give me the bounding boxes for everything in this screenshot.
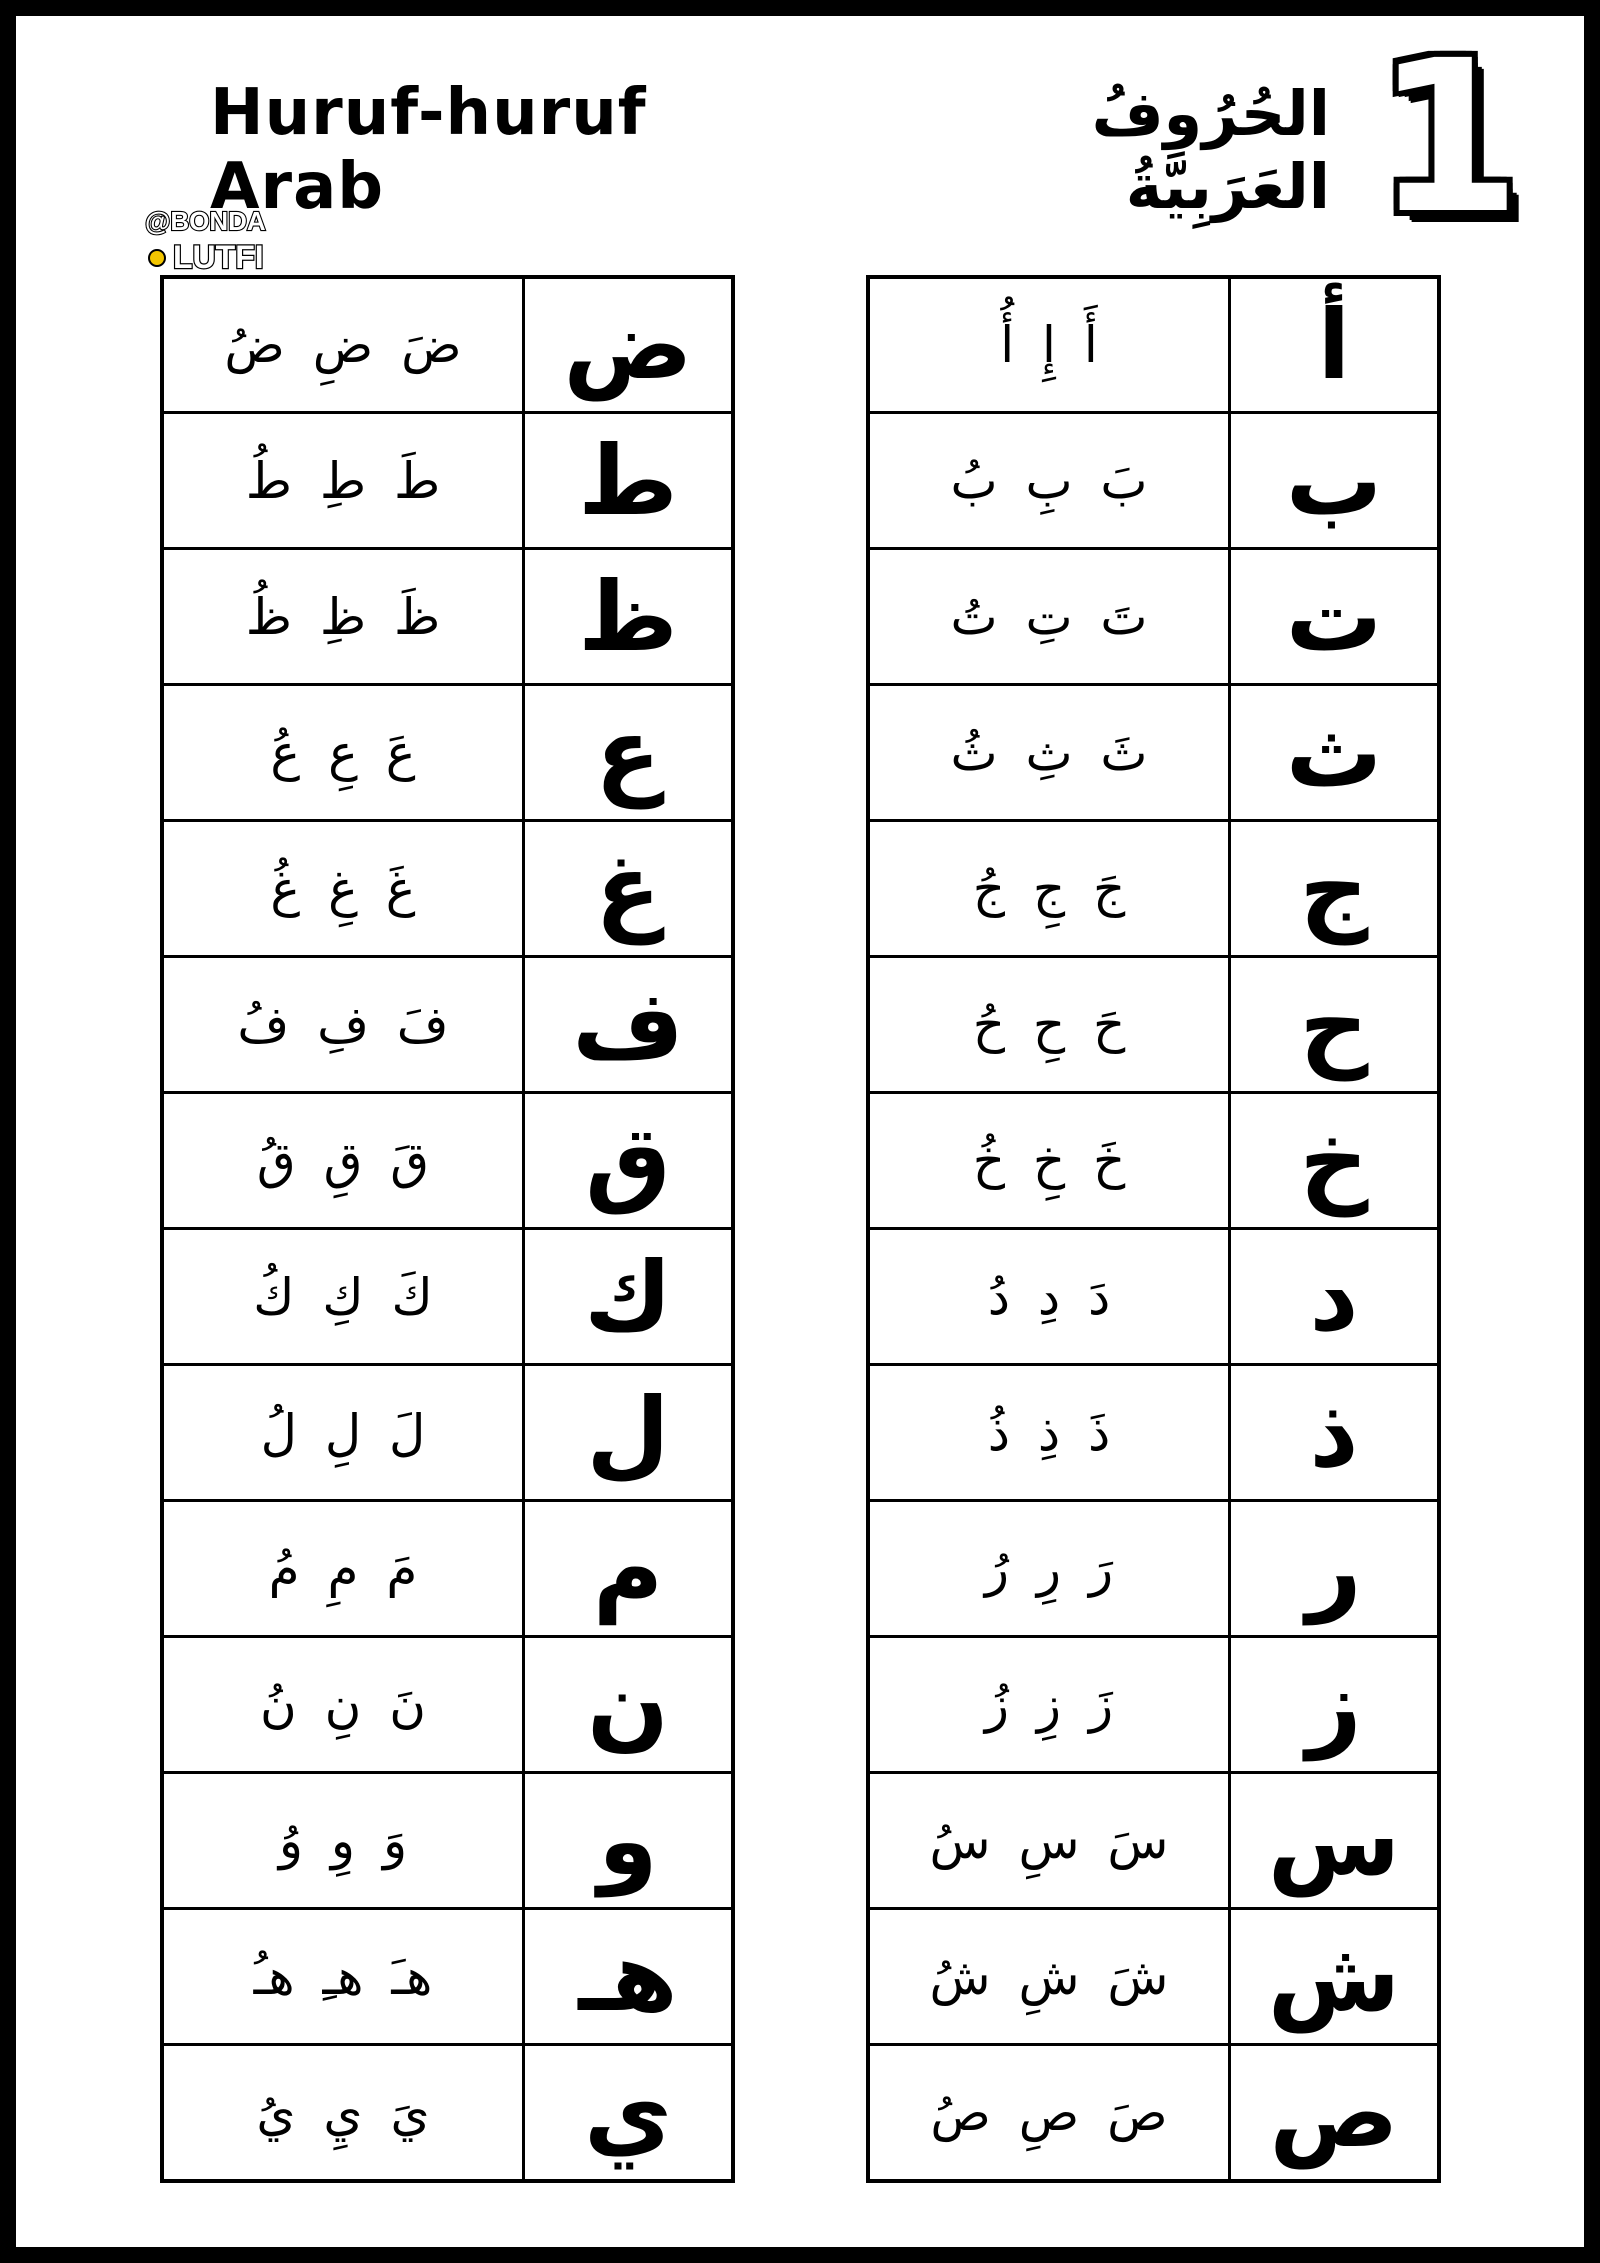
letter-harakat-forms: أَ إِ أُ bbox=[868, 277, 1230, 413]
letter-harakat-forms: ضَ ضِ ضُ bbox=[162, 277, 524, 413]
smiley-icon bbox=[149, 250, 165, 266]
letter-glyph: أ bbox=[1230, 277, 1440, 413]
letter-glyph: ب bbox=[1230, 413, 1440, 549]
letter-row bbox=[868, 1909, 1439, 2045]
letter-harakat-forms: نَ نِ نُ bbox=[162, 1637, 524, 1773]
letter-glyph: ك bbox=[524, 1229, 734, 1365]
letters-table-right bbox=[866, 275, 1441, 2183]
letter-harakat-forms: شَ شِ شُ bbox=[868, 1909, 1230, 2045]
brand-logo bbox=[143, 200, 283, 274]
letter-glyph: ز bbox=[1230, 1637, 1440, 1773]
page-number: 1 bbox=[1375, 15, 1522, 260]
letter-row bbox=[162, 1093, 733, 1229]
letter-glyph: ج bbox=[1230, 821, 1440, 957]
letter-glyph: ق bbox=[524, 1093, 734, 1229]
logo-line1: @BONDA bbox=[145, 206, 266, 236]
letter-glyph: ح bbox=[1230, 957, 1440, 1093]
letters-table-left bbox=[160, 275, 735, 2183]
letter-harakat-forms: ثَ ثِ ثُ bbox=[868, 685, 1230, 821]
letter-glyph: ر bbox=[1230, 1501, 1440, 1637]
letter-row bbox=[868, 1229, 1439, 1365]
letter-glyph: ي bbox=[524, 2045, 734, 2182]
letter-harakat-forms: ذَ ذِ ذُ bbox=[868, 1365, 1230, 1501]
letter-harakat-forms: خَ خِ خُ bbox=[868, 1093, 1230, 1229]
letter-glyph: ش bbox=[1230, 1909, 1440, 2045]
letter-glyph: ص bbox=[1230, 2045, 1440, 2182]
logo-line2: LUTFI bbox=[173, 239, 264, 274]
letter-harakat-forms: عَ عِ عُ bbox=[162, 685, 524, 821]
letter-harakat-forms: مَ مِ مُ bbox=[162, 1501, 524, 1637]
letter-row bbox=[162, 821, 733, 957]
letter-glyph: هـ bbox=[524, 1909, 734, 2045]
letter-row bbox=[162, 413, 733, 549]
letter-glyph: م bbox=[524, 1501, 734, 1637]
letter-harakat-forms: بَ بِ بُ bbox=[868, 413, 1230, 549]
letter-row bbox=[162, 1773, 733, 1909]
letter-glyph: س bbox=[1230, 1773, 1440, 1909]
letter-glyph: ل bbox=[524, 1365, 734, 1501]
letter-harakat-forms: لَ لِ لُ bbox=[162, 1365, 524, 1501]
letter-glyph: ث bbox=[1230, 685, 1440, 821]
letter-glyph: خ bbox=[1230, 1093, 1440, 1229]
letter-row bbox=[868, 1093, 1439, 1229]
letter-harakat-forms: تَ تِ تُ bbox=[868, 549, 1230, 685]
letter-row bbox=[868, 821, 1439, 957]
letter-row bbox=[162, 277, 733, 413]
letter-row bbox=[162, 1909, 733, 2045]
letter-harakat-forms: ظَ ظِ ظُ bbox=[162, 549, 524, 685]
title-latin: Huruf-huruf Arab bbox=[210, 76, 647, 224]
letter-glyph: غ bbox=[524, 821, 734, 957]
letter-harakat-forms: قَ قِ قُ bbox=[162, 1093, 524, 1229]
letter-harakat-forms: كَ كِ كُ bbox=[162, 1229, 524, 1365]
letter-harakat-forms: زَ زِ زُ bbox=[868, 1637, 1230, 1773]
letter-harakat-forms: حَ حِ حُ bbox=[868, 957, 1230, 1093]
letter-row bbox=[868, 1501, 1439, 1637]
letter-row bbox=[868, 957, 1439, 1093]
letter-row bbox=[162, 1501, 733, 1637]
letter-row bbox=[868, 1637, 1439, 1773]
letter-glyph: ذ bbox=[1230, 1365, 1440, 1501]
letter-row bbox=[868, 1365, 1439, 1501]
letter-row bbox=[162, 1637, 733, 1773]
letter-glyph: ع bbox=[524, 685, 734, 821]
letter-harakat-forms: فَ فِ فُ bbox=[162, 957, 524, 1093]
letter-row bbox=[868, 2045, 1439, 2182]
title-arabic: الحُرُوفُ العَرَبِيَّةُ bbox=[1091, 77, 1330, 223]
letter-row bbox=[868, 413, 1439, 549]
letter-row bbox=[162, 1365, 733, 1501]
letter-glyph: و bbox=[524, 1773, 734, 1909]
letter-row bbox=[162, 685, 733, 821]
letter-harakat-forms: يَ يِ يُ bbox=[162, 2045, 524, 2182]
letter-glyph: ض bbox=[524, 277, 734, 413]
letter-row bbox=[868, 1773, 1439, 1909]
letter-harakat-forms: هـَ هـِ هـُ bbox=[162, 1909, 524, 2045]
page-title bbox=[210, 76, 1330, 224]
letter-glyph: د bbox=[1230, 1229, 1440, 1365]
letter-row bbox=[162, 549, 733, 685]
letter-harakat-forms: دَ دِ دُ bbox=[868, 1229, 1230, 1365]
letter-row bbox=[868, 549, 1439, 685]
brand-logo-graphic bbox=[143, 200, 283, 274]
letter-row bbox=[868, 685, 1439, 821]
letter-row bbox=[162, 957, 733, 1093]
letter-harakat-forms: طَ طِ طُ bbox=[162, 413, 524, 549]
letter-glyph: ف bbox=[524, 957, 734, 1093]
letter-glyph: ط bbox=[524, 413, 734, 549]
letter-glyph: ظ bbox=[524, 549, 734, 685]
letter-harakat-forms: صَ صِ صُ bbox=[868, 2045, 1230, 2182]
letter-row bbox=[868, 277, 1439, 413]
letter-row bbox=[162, 1229, 733, 1365]
letter-harakat-forms: رَ رِ رُ bbox=[868, 1501, 1230, 1637]
letter-glyph: ت bbox=[1230, 549, 1440, 685]
letter-harakat-forms: وَ وِ وُ bbox=[162, 1773, 524, 1909]
letter-harakat-forms: غَ غِ غُ bbox=[162, 821, 524, 957]
letter-harakat-forms: سَ سِ سُ bbox=[868, 1773, 1230, 1909]
letter-row bbox=[162, 2045, 733, 2182]
letter-glyph: ن bbox=[524, 1637, 734, 1773]
letter-harakat-forms: جَ جِ جُ bbox=[868, 821, 1230, 957]
